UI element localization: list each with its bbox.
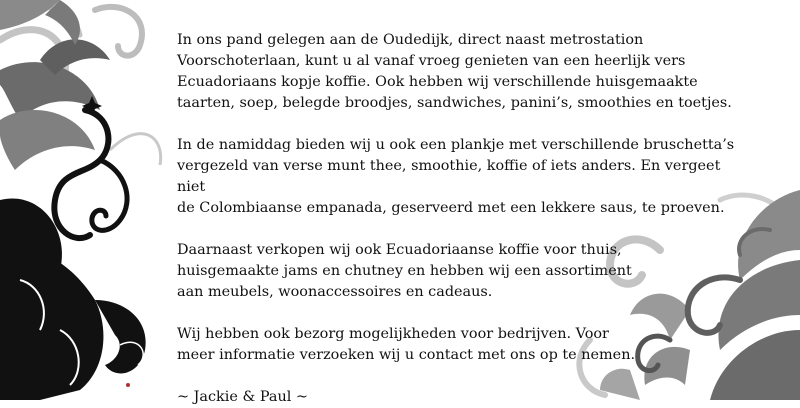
text-line: Daarnaast verkopen wij ook Ecuadoriaanse koffie voor thuis,: [177, 242, 622, 258]
text-line: vergezeld van verse munt thee, smoothie, koffie of iets anders. En vergeet niet: [177, 158, 721, 195]
text-line: taarten, soep, belegde broodjes, sandwiches, panini’s, smoothies en toetjes.: [177, 95, 732, 111]
text-line: In de namiddag bieden wij u ook een plankje met verschillende bruschetta’s: [177, 137, 735, 153]
signature: ~ Jackie & Paul ~: [177, 389, 308, 405]
text-line: Ecuadoriaans kopje koffie. Ook hebben wij verschillende huisgemaakte: [177, 74, 698, 90]
text-line: In ons pand gelegen aan de Oudedijk, direct naast metrostation: [177, 32, 644, 48]
paragraph-products: [177, 240, 737, 303]
paragraph-afternoon: [177, 135, 737, 219]
paragraph-delivery: [177, 324, 737, 366]
store-description: [177, 30, 737, 408]
text-line: aan meubels, woonaccessoires en cadeaus.: [177, 284, 493, 300]
paragraph-location: [177, 30, 737, 114]
text-line: Voorschoterlaan, kunt u al vanaf vroeg genieten van een heerlijk vers: [177, 53, 686, 69]
floral-ornament-left: [0, 0, 175, 400]
text-line: meer informatie verzoeken wij u contact met ons op te nemen.: [177, 347, 636, 363]
text-line: Wij hebben ook bezorg mogelijkheden voor bedrijven. Voor: [177, 326, 609, 342]
text-line: de Colombiaanse empanada, geserveerd met een lekkere saus, te proeven.: [177, 200, 725, 216]
text-line: huisgemaakte jams en chutney en hebben wij een assortiment: [177, 263, 632, 279]
